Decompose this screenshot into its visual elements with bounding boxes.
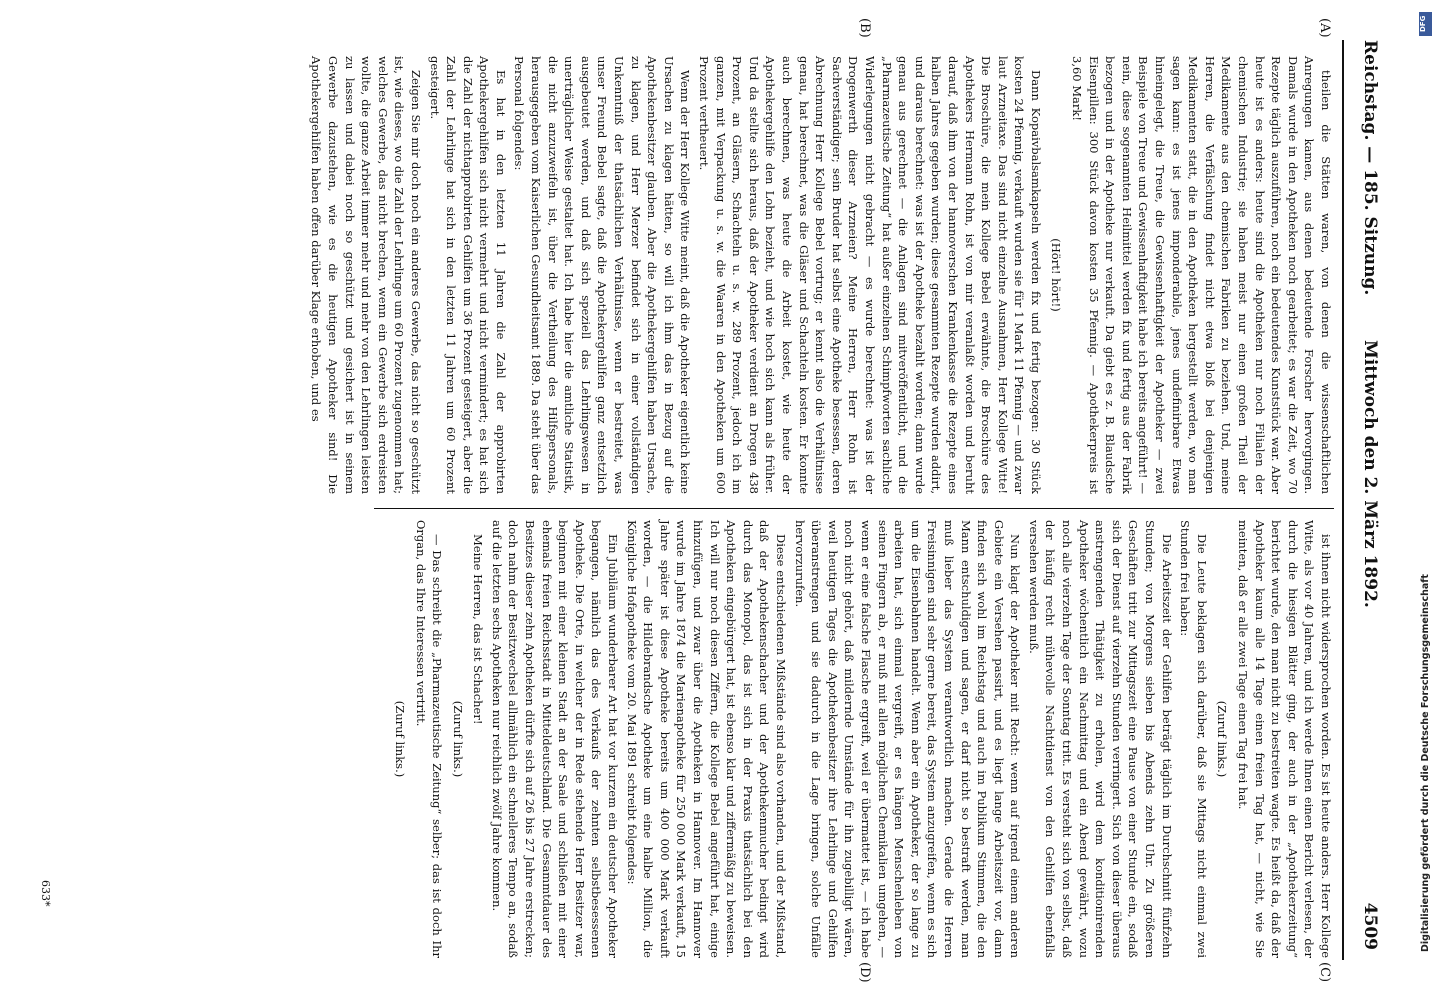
digitization-credit: Digitalisierung gefördert durch die Deutsche Forschungsgemeinschaft [1420, 574, 1431, 952]
margin-marker-a: (A) [1317, 18, 1332, 38]
paragraph: Dann Kopaivbalsamkapseln werden fix und fertig bezogen: 30 Stück kosten 24 Pfennig, verkauft wurden sie für 1 Mark 11 Pfennig — und zwar laut Arzneitaxe. Das sind nicht einzelne Ausnahmen, Herr Kollege Witte! Die Broschüre, die mein Kollege Bebel erwähnte, die Broschüre des Apothekers Hermann Rohn, ist von mir veranlaßt worden und beruht darauf, daß ihm von der hannoverschen Krankenkasse die Rezepte eines halben Jahres gegeben wurden; diese gesammten Rezepte wurden addirt, und daraus berechnet: was ist der Apotheke bezahlt worden; dann wurde genau aus gerechnet — die Anlagen sind mitveröffentlicht, und die „Pharmazeutische Zeitung“ hat außer einzelnen Schimpfworten sachliche Widerlegungen nicht gebracht — es wurde berechnet: was ist der Drogenwerth dieser Arzneien? Meine Herren, Herr Rohn ist Sachverständiger; sein Bruder hat selbst eine Apotheke besessen, deren Abrechnung Herr Kollege Bebel vortrug; er kennt also die Verhältnisse genau, hat berechnet, was die Gläser und Schachteln kosten. Er konnte auch berechnen, was heute die Arbeit kostet, wie heute der Apothekergehilfe den Lohn bezieht, und wie hoch sich kann als früher. Und da stellte sich heraus, daß der Apotheker verdient an Drogen 438 Prozent, an Gläsern, Schachteln u. s. w. 289 Prozent, jedoch ich im ganzen, mit Verpackung u. s. w. die Waaren in den Apotheken um 600 Prozent vertheuert. [697, 56, 1043, 494]
interjection: (Zuruf links.) [450, 700, 465, 778]
paragraph: Zeigen Sie mir doch noch ein anderes Gewerbe, das nicht so geschützt ist, wie dieses, wo die Zahl der Lehrlinge um 60 Prozent zugenommen hat; welches Gewerbe, das nicht brechen, wenn ein Gewerbe sich erdreisten wollte, die ganze Arbeit immer mehr und mehr von den Lehrlingen leisten zu lassen und dabei noch so geschützt und gesichert ist in seinem Gewerbe dazustehen, wie es die heutigen Apotheker sind! Die Apothekergehilfen haben offen darüber Klage erhoben, und es [309, 56, 423, 494]
quotation: Die Arbeitszeit der Gehilfen beträgt täglich im Durchschnitt fünfzehn Stunden; von Morgens sieben bis Abends zehn Uhr. Zu größeren Geschäften tritt zur Mittagszeit eine Pause von einer Stunde ein, sodaß sich der Dienst auf vierzehn Stunden verringert. Sich von dieser überaus anstrengenden Thätigkeit zu erholen, wird dem konditionirenden Apotheker wöchentlich ein Nachmittag und ein Abend gewährt, wozu noch alle vierzehn Tage der Sonntag tritt. Es versteht sich von selbst, daß der häufig recht mühevolle Nachtdienst von den Gehilfen ebenfalls versehen werden muß. [1026, 520, 1174, 958]
paragraph: Meine Herren, das ist Schacher! [471, 534, 486, 725]
margin-marker-d: (D) [857, 962, 872, 983]
dfg-logo: DFG [1419, 12, 1432, 36]
paragraph: Wenn der Herr Kollege Witte meint, daß die Apotheker eigentlich keine Ursachen zu klagen hätten, so will ich ihm das in Bezug auf die Apothekenbesitzer glauben. Aber die Apothekergehilfen haben Ursache, zu klagen, und Herr Merzer befindet sich in einer vollständigen Unkenntniß der thatsächlichen Verhältnisse, wenn er bestreitet, was unser Freund Bebel sagte, daß die Apothekergehilfen ganz entsetzlich ausgebeutet werden, und daß sich speziell das Lehrlingswesen in unerträglicher Weise gestaltet hat. Ich habe hier die amtliche Statistik, die nicht anzuzweifeln ist, über die Vertheilung des Hilfspersonals, herausgegeben vom Kaiserlichen Gesundheitsamt 1889. Da steht über das Personal folgendes: [512, 56, 693, 494]
interjection: (Zuruf links.) [1215, 700, 1230, 778]
margin-marker-c: (C) [1317, 962, 1332, 983]
quotation: Es hat in den letzten 11 Jahren die Zahl der approbirten Apothekergehilfen sich nicht vermehrt und nicht vermindert; es hat sich die Zahl der nichtapprobirten Gehilfen um 36 Prozent gesteigert, aber die Zahl der Lehrlinge hat sich in den letzten 11 Jahren um 60 Prozent gesteigert. [427, 56, 508, 494]
text-column-left [306, 56, 1334, 494]
header-date: Mittwoch den 2. März 1892. [1360, 340, 1380, 608]
column-divider [374, 508, 1334, 509]
dfg-side-strip [1419, 12, 1432, 952]
paragraph: Die Leute beklagen sich darüber, daß sie Mittags nicht einmal zwei Stunden frei haben: [1178, 520, 1209, 958]
margin-marker-b: (B) [857, 18, 872, 38]
text-column-right [387, 520, 1334, 958]
header-left: Reichstag. — 185. Sitzung. [1360, 40, 1380, 296]
paragraph: — Das schreibt die „Pharmazeutische Zeitung“ selber; das ist doch Ihr Organ, das Ihre Interessen vertritt. [413, 520, 445, 958]
header-rule [1342, 40, 1344, 960]
interjection: (Hört! hört!) [1049, 238, 1064, 312]
paragraph: theilen die Stätten waren, von denen die wissenschaftlichen Anregungen kamen, aus denen bedeutende Forscher hervorgingen. Damals wurde in den Apotheken noch gearbeitet; es war die Zeit, wo 70 Rezepte täglich auszuführen, noch ein bedeutendes Kunststück war. Aber heute ist es anders: heute sind die Apotheken nur noch Filialen der chemischen Industrie; sie haben meist nur einen großen Theil der Medikamente aus den chemischen Fabriken zu beziehen. Und, meine Herren, die Verfälschung findet nicht etwa bloß bei denjenigen Medikamenten statt, die in den Apotheken hergestellt werden, wo man sagen kann: es ist jenes imponderabile, jenes undefinirbare Etwas hineingelegt, die Treue, die Gewissenhaftigkeit der Apotheker — zwei Beispiele von Treue und Gewissenhaftigkeit habe ich bereits angeführt! — nein, diese sogenannten Heilmittel werden fix und fertig aus der Fabrik bezogen und in der Apotheke nur verkauft. Da giebt es z. B. Blaudsche Eisenpillen: 300 Stück davon kosten 35 Pfennig. — Apothekerpreis ist 3,60 Mark! [1070, 56, 1333, 494]
page-header [1352, 40, 1386, 960]
page-number: 4509 [1360, 902, 1380, 950]
paragraph: ist ihnen nicht widersprochen worden. Es ist heute anders. Herr Kollege Witte, als vor 40 Jahren, und ich werde Ihnen einen Bericht verlesen, der durch die hiesigen Blätter ging, der auch in der „Apothekerzeitung“ berichtet wurde, den man nicht zu bestreiten wagte. Es heißt da, daß der Apotheker kaum alle 14 Tage einen freien Tag hat, — nicht, wie Sie meinten, daß er alle zwei Tage einen Tag frei hat. [1236, 520, 1333, 958]
interjection: (Zuruf links.) [392, 700, 407, 778]
paragraph: Nun klagt der Apotheker mit Recht: wenn auf irgend einem anderen Gebiete ein Versehen passirt, und es liegt lange Arbeitszeit vor, dann finden sich wohl im Reichstag und auch im Publikum Stimmen, die den Mann entschuldigen und sagen, er darf nicht so bestraft werden, man muß lieber das System verantwortlich machen. Gerade die Herren Freisinnigen sind sehr gerne bereit, das System anzugreifen, wenn es sich um die Eisenbahnen handelt. Wenn aber ein Apotheker, der so lange zu arbeiten hat, sich einmal vergreift, er es hängen Menschenleben von seinen Fingern ab, er muß mit allen möglichen Chemikalien umgehen, — wenn er eine falsche Flasche ergreift, weil er übermattet ist, — ich habe noch nicht gehört, daß mildernde Umstände für ihn zugebilligt wären, weil heutigen Tages die Apothekenbesitzer ihre Lehrlinge und Gehilfen überanstrengen und sie dadurch in die Lage bringen, solche Unfälle hervorzurufen. [792, 520, 1023, 958]
paragraph: Diese entschiedenen Mißstände sind also vorhanden, und der Mißstand, daß der Apothekenschacher und der Apothekenmucher bedingt wird durch das Monopol, das ist sich in der Praxis thatsächlich bei den Apotheken eingebürgert hat, ist ebenso klar und ziffermäßig zu beweisen. Ich will nur noch diesen Ziffern, die Kollege Bebel angeführt hat, einige hinzufügen, und zwar über die Apotheken in Hannover. Im Hannover wurde im Jahre 1874 die Marienapotheke für 250 000 Mark verkauft, 15 Jahre später ist diese Apotheke bereits um 400 000 Mark verkauft worden, — die Hildebrandsche Apotheke um eine halbe Million, die Königliche Hofapotheke vom 20. Mai 1891 schreibt folgendes: [624, 520, 788, 958]
signature-mark: 633* [39, 880, 52, 907]
quotation: Ein Jubiläum wunderbarer Art hat vor kurzem ein deutscher Apotheker begangen, nämlich das des Verkaufs der zehnten selbstbesessenen Apotheke. Die Orte, in welcher der in Rede stehende Herr Besitzer war, beginnen mit einer kleinen Stadt an der Saale und schließen mit einer ehemals freien Reichsstadt in Mitteldeutschland. Die Gesammtdauer des Besitzes dieser zehn Apotheken dürfte sich auf 26 bis 27 Jahre erstrecken; doch nahm der Besitzwechsel allmählich ein schnelleres Tempo an, sodaß auf die letzten sechs Apotheken nur reichlich zwölf Jahre kommen. [489, 520, 621, 958]
